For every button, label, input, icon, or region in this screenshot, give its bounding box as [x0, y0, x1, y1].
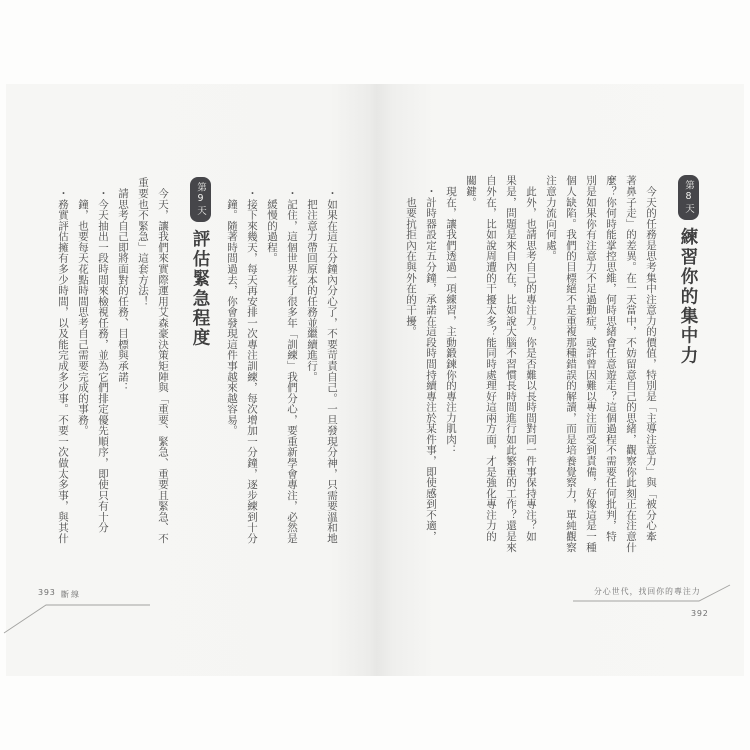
text-column: 重要也不緊急」這套方法！	[137, 177, 149, 307]
day8-heading	[671, 175, 705, 637]
text-column: 別是如果你有注意力不足過動症，或許曾因難以專注而受到責備，好像這是一種	[585, 175, 597, 553]
text-column: 鐘。隨著時間過去，你會發現這件事越來越容易。	[226, 177, 238, 436]
text-column: 著鼻子走」的差異。在一天當中，不妨留意自己的思緒，觀察你此刻正在注意什	[625, 175, 637, 553]
left-page-text	[53, 177, 342, 639]
text-column: ・今天抽出一段時間來檢視任務，並為它們排定優先順序，即使只有十分	[97, 177, 109, 533]
text-column: ・接下來幾天，每天再安排一次專注訓練，每次增加一分鐘，逐步練到十分	[246, 177, 258, 544]
text-column: 鐘，也要每天花點時間思考自己需要完成的事務。	[77, 177, 89, 436]
text-column: 個人缺陷。我們的目標絕不是重複那種錯誤的解讀，而是培養覺察力，單純觀察	[565, 175, 577, 553]
text-column: 今天，讓我們來實際運用艾森豪決策矩陣與「重要、緊急、重要且緊急、不	[157, 177, 169, 544]
text-column: ・計時器設定五分鐘，承諾在這段時間持續專注於某件事，即使感到不適，	[425, 175, 437, 542]
text-column: 自外在，比如說周遭的干擾太多？能同時處理好這兩方面，才是強化專注力的	[485, 175, 497, 542]
day9-badge: 第9天	[190, 177, 211, 222]
right-page-number: 392	[691, 609, 709, 618]
right-running-title: 分心世代，找回你的專注力	[594, 587, 701, 596]
day8-badge: 第8天	[678, 175, 699, 220]
day8-title: 練習你的集中力	[678, 227, 698, 366]
left-page-number: 393	[38, 588, 56, 597]
text-column: 緩慢的過程。	[266, 177, 278, 264]
text-column: 果是，問題是來自內在，比如說大腦不習慣長時間進行如此繁重的工作？還是來	[505, 175, 517, 553]
text-column: ・記住，這個世界花了很多年「訓練」我們分心，要重新學會專注，必然是	[286, 177, 298, 544]
text-column: 關鍵。	[465, 175, 477, 208]
text-column: 此外，也請思考自己的專注力。你是否難以長時間對同一件事保持專注？如	[525, 175, 537, 542]
text-column: ・如果在這五分鐘內分心了，不要苛責自己。一旦發現分神，只需要溫和地	[326, 177, 338, 544]
text-column: 也要抗拒內在與外在的干擾。	[405, 175, 417, 337]
text-column: 今天的任務是思考集中注意力的價值，特別是「主導注意力」與「被分心牽	[645, 175, 657, 542]
right-page-text	[401, 175, 710, 637]
day9-title: 評估緊急程度	[190, 229, 210, 349]
text-column: 注意力流向何處。	[545, 175, 557, 262]
day9-heading	[183, 177, 217, 639]
text-column: 把注意力帶回原本的任務並繼續進行。	[306, 177, 318, 382]
text-column: ・務實評估擁有多少時間，以及能完成多少事。不要一次做太多事，與其什	[57, 177, 69, 544]
text-column: 麼？你何時能掌控思維，何時思緒會任意遊走？這個過程不需要任何批判，特	[605, 175, 617, 542]
text-column: 現在，讓我們透過一項練習，主動鍛鍊你的專注力肌肉：	[445, 175, 457, 456]
left-running-title: 斷線	[61, 590, 81, 599]
text-column: 請思考自己即將面對的任務、目標與承諾：	[117, 177, 129, 393]
